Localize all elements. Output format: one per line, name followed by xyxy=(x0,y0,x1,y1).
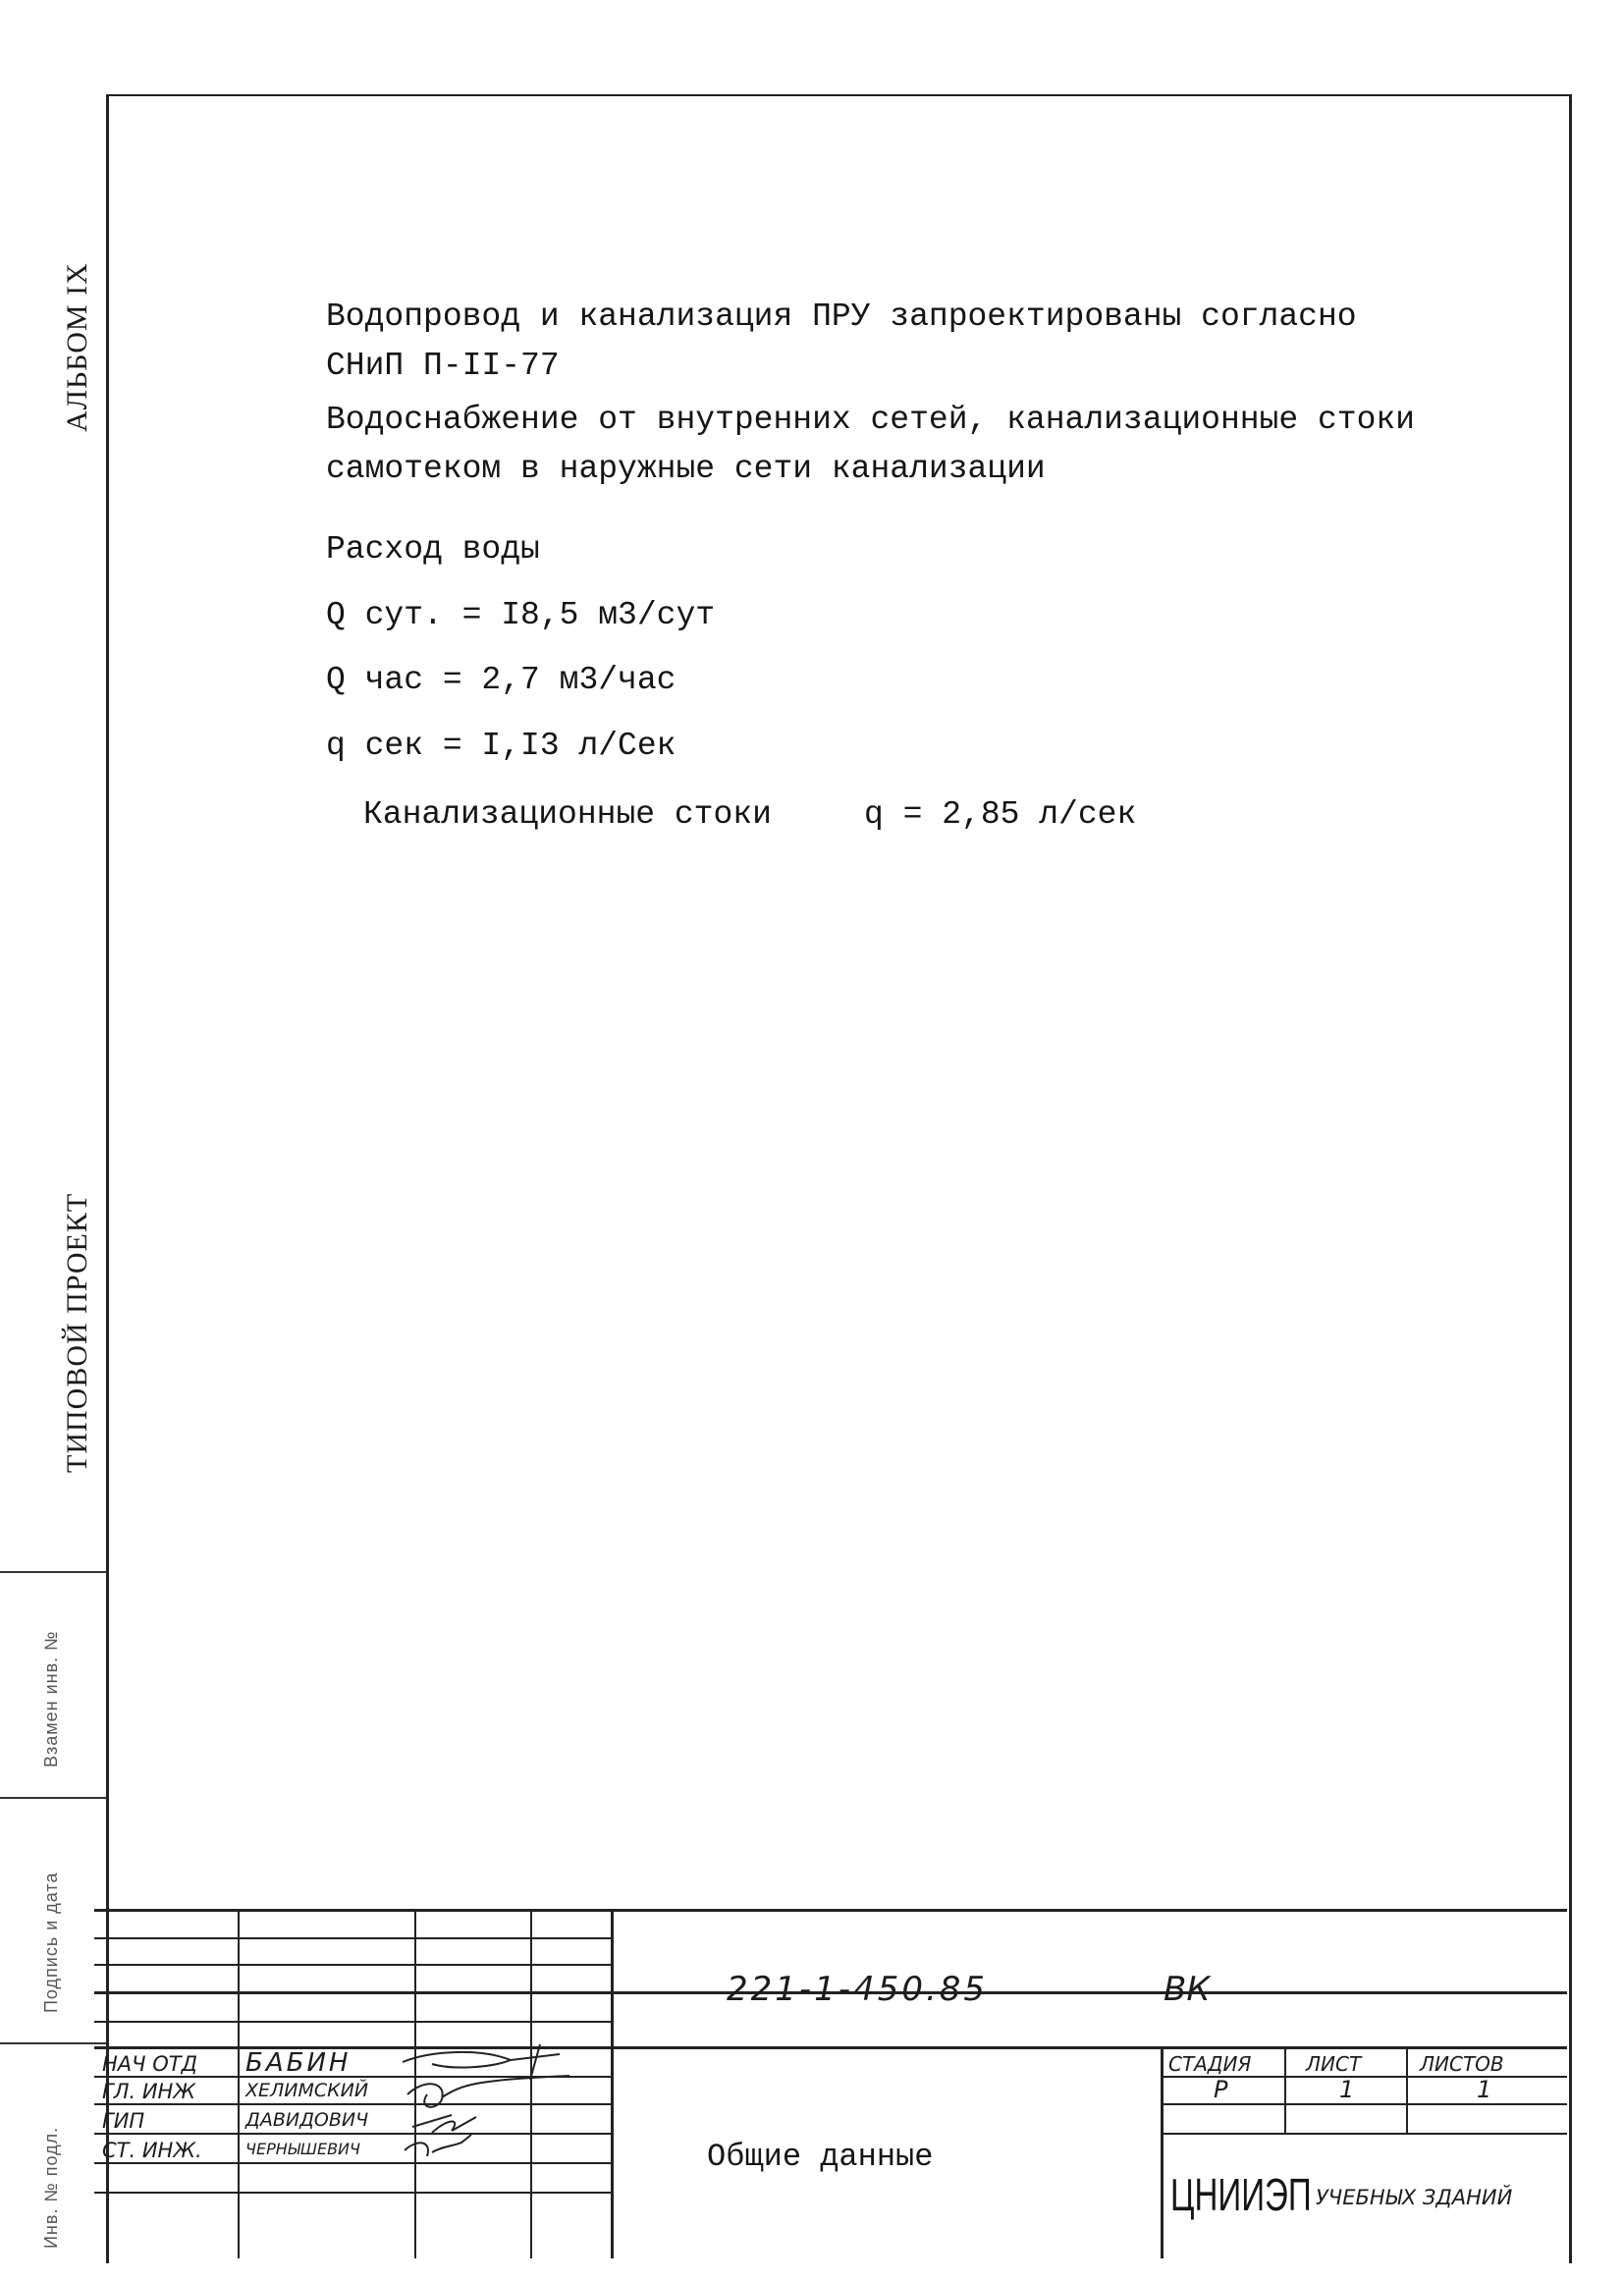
sewage-label: Канализационные стоки xyxy=(363,796,772,833)
name-khelimsky: ХЕЛИМСКИЙ xyxy=(245,2080,369,2101)
tb-hline xyxy=(94,1937,613,1939)
project-label: ТИПОВОЙ ПРОЕКТ xyxy=(61,1192,93,1473)
name-davidovich: ДАВИДОВИЧ xyxy=(245,2109,369,2131)
tb-hline xyxy=(1163,2103,1567,2105)
tb-hline xyxy=(94,2192,613,2194)
tb-hline xyxy=(94,1909,1567,1912)
name-chernyshevich: ЧЕРНЫШЕВИЧ xyxy=(245,2140,360,2158)
document-code: 221-1-450.85 xyxy=(727,1970,989,2009)
role-chief-engineer: ГЛ. ИНЖ xyxy=(102,2080,195,2103)
tb-vline xyxy=(611,1909,614,2258)
stage-header: СТАДИЯ xyxy=(1168,2052,1252,2076)
side-strip-signature-label: Подпись и дата xyxy=(41,1872,61,2013)
role-gip: ГИП xyxy=(102,2109,145,2133)
org-name: УЧЕБНЫХ ЗДАНИЙ xyxy=(1316,2186,1513,2209)
tb-vline xyxy=(1284,2046,1286,2133)
sheets-header: ЛИСТОВ xyxy=(1420,2052,1504,2076)
formula-daily: Q сут. = I8,5 м3/сут xyxy=(326,597,716,633)
tb-hline xyxy=(94,2021,613,2023)
text-line-2: СНиП П-II-77 xyxy=(326,348,560,384)
tb-vline xyxy=(1161,2046,1164,2258)
sheet-value: 1 xyxy=(1339,2076,1355,2103)
side-strip-replace-label: Взамен инв. № xyxy=(41,1630,61,1767)
role-senior-engineer: СТ. ИНЖ. xyxy=(102,2139,202,2162)
water-consumption-heading: Расход воды xyxy=(326,531,540,568)
side-strip-inventory-label: Инв. № подл. xyxy=(41,2126,61,2249)
role-head-of-dept: НАЧ ОТД xyxy=(102,2052,197,2076)
sheets-value: 1 xyxy=(1477,2076,1492,2103)
formula-hourly: Q час = 2,7 м3/час xyxy=(326,662,677,698)
sheet-title: Общие данные xyxy=(707,2139,934,2175)
sheet-header: ЛИСТ xyxy=(1306,2052,1362,2076)
name-babin: БАБИН xyxy=(245,2048,352,2078)
formula-second: q сек = I,I3 л/Сек xyxy=(326,728,677,764)
stage-value: Р xyxy=(1214,2076,1228,2103)
sewage-value: q = 2,85 л/сек xyxy=(864,796,1137,833)
tb-hline xyxy=(94,1964,613,1966)
album-label: АЛЬБОМ IX xyxy=(61,262,93,432)
document-mark: ВК xyxy=(1164,1970,1211,2009)
tb-hline xyxy=(1163,2133,1567,2135)
org-mark: ЦНИИЭП xyxy=(1170,2169,1312,2220)
signatures xyxy=(393,2040,589,2168)
tb-vline xyxy=(238,1909,240,2258)
tb-vline xyxy=(1406,2046,1408,2133)
text-line-4: самотеком в наружные сети канализации xyxy=(326,451,1046,487)
text-line-1: Водопровод и канализация ПРУ запроектированы согласно xyxy=(326,299,1357,335)
text-line-3: Водоснабжение от внутренних сетей, канализационные стоки xyxy=(326,402,1415,438)
